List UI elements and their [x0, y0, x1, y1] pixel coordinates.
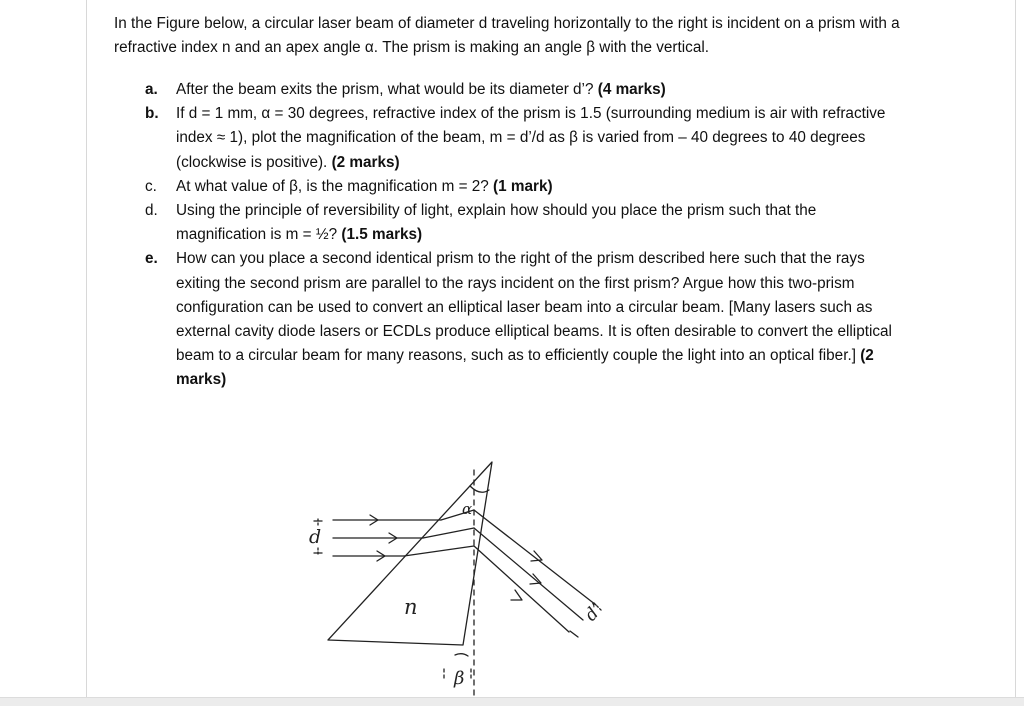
question-part-e: [145, 247, 905, 392]
exit-width-marker: [570, 631, 578, 637]
label-alpha: α: [462, 500, 473, 518]
arrow-head: [530, 574, 541, 584]
part-marks: (1 mark): [493, 177, 553, 195]
part-letter: b.: [145, 105, 159, 123]
question-part-b: [145, 102, 905, 175]
exit-ray-bottom: [474, 546, 569, 632]
page-left-edge: [86, 0, 87, 705]
part-marks: (2 marks): [331, 153, 400, 171]
label-d: d: [309, 526, 322, 548]
arrow-head: [511, 590, 522, 600]
prism-figure: [290, 455, 620, 700]
question-part-a: [145, 78, 905, 102]
question-part-c: [145, 175, 905, 199]
part-text: After the beam exits the prism, what would be its diameter d’?: [176, 81, 594, 98]
part-marks: (4 marks): [597, 81, 666, 98]
label-beta: β: [454, 668, 465, 689]
apex-angle-arc: [470, 486, 489, 492]
label-n: n: [404, 595, 418, 619]
question-intro: In the Figure below, a circular laser beam of diameter d traveling horizontally to the right is incident on a prism with a refractive index n and an apex angle α. The prism is making an angle β with the vertical.: [114, 15, 900, 56]
beta-angle-arc: [455, 654, 468, 656]
label-d-prime: d’: [580, 599, 607, 626]
part-text: Using the principle of reversibility of light, explain how should you place the prism such that the magnification is m = ½?: [176, 202, 817, 244]
question-part-d: [145, 199, 905, 247]
part-letter: d.: [145, 202, 158, 220]
exit-ray-top: [474, 510, 596, 605]
refracted-ray-bottom: [404, 546, 474, 556]
part-text: At what value of β, is the magnification m = 2?: [176, 177, 489, 195]
part-marks: (1.5 marks): [341, 226, 423, 244]
page-right-edge: [1015, 0, 1016, 705]
question-parts-list: [145, 78, 905, 393]
part-letter: c.: [145, 177, 157, 195]
part-text: If d = 1 mm, α = 30 degrees, refractive index of the prism is 1.5 (surrounding medium is air with refractive index ≈ 1), plot the magnification of the beam, m = d’/d as β is varied from – 40 degrees to 40 degrees (clockwise is positive).: [176, 105, 886, 171]
part-letter: e.: [145, 250, 158, 268]
part-marks: (2 marks): [176, 347, 874, 389]
part-letter: a.: [145, 81, 158, 98]
exit-ray-middle: [474, 528, 583, 620]
part-text: How can you place a second identical prism to the right of the prism described here such that the rays exiting the second prism are parallel to the rays incident on the first prism? Argue how this two-prism configuration can be used to convert an elliptical laser beam into a circular beam. [Many lasers such as external cavity diode lasers or ECDLs produce elliptical beams. It is often desirable to convert the elliptical beam to a circular beam for many reasons, such as to efficiently couple the light into an optical fiber.]: [176, 250, 892, 365]
